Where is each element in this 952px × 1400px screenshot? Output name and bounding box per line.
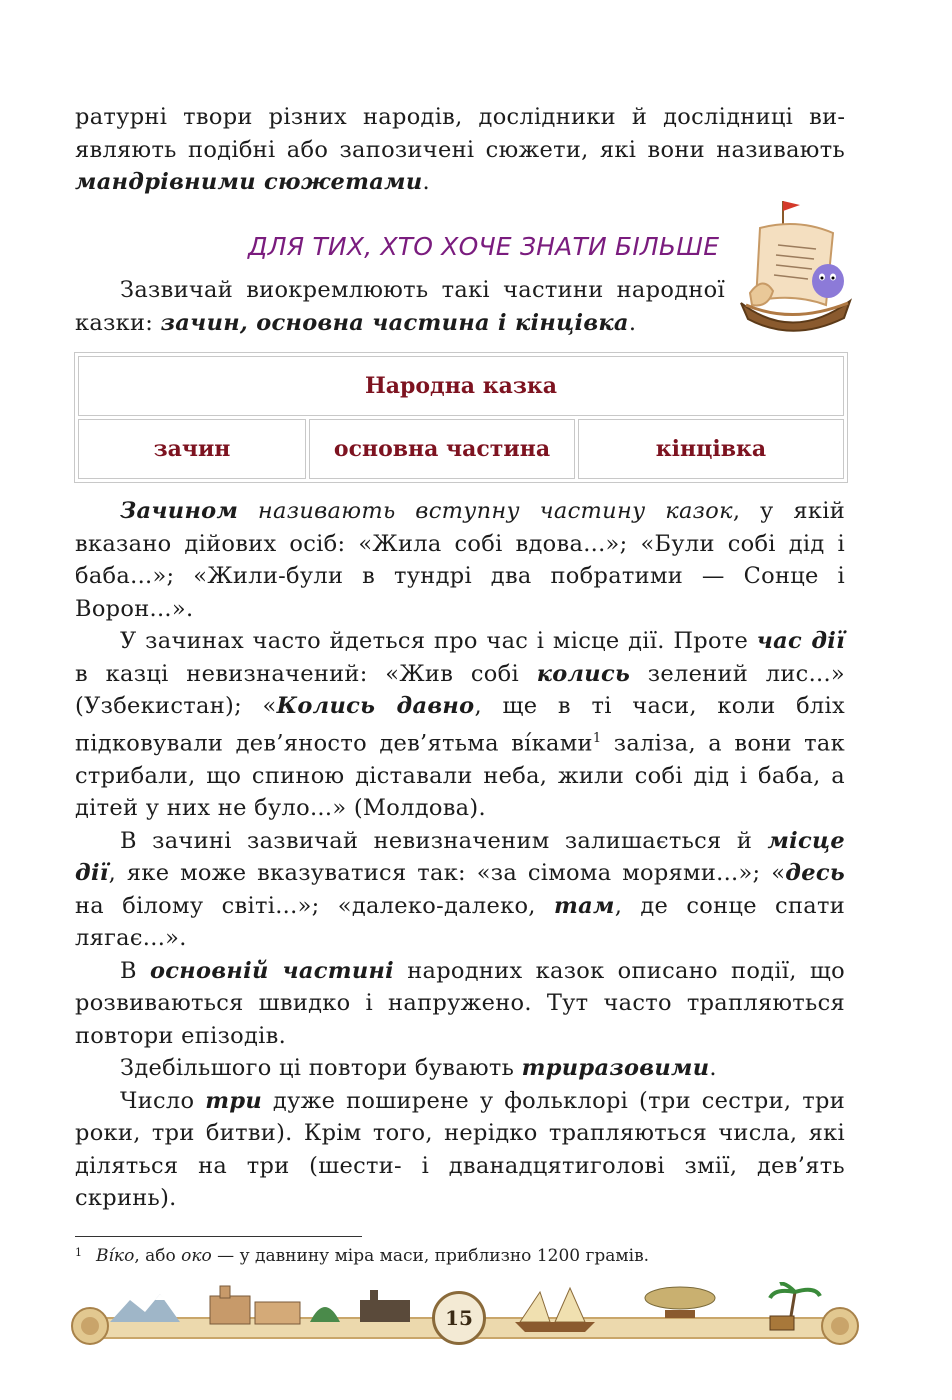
body-paragraph xyxy=(75,495,845,625)
text-run: десь xyxy=(785,860,845,886)
text-run: 1 xyxy=(592,730,602,746)
body-text xyxy=(75,495,845,1215)
text-run: Зачином xyxy=(120,498,239,524)
footnote-term: Ві́ко xyxy=(96,1246,135,1266)
text-run: називають вступну частину казок xyxy=(238,498,733,524)
text-run: В зачині зазвичай невизначеним залишається й xyxy=(120,827,768,854)
table-cell-ending: кінцівка xyxy=(578,419,844,479)
table-cell-main-part: основна частина xyxy=(309,419,575,479)
text-run: там xyxy=(554,892,615,919)
para-parts xyxy=(75,274,725,339)
text-run: Число xyxy=(120,1087,206,1114)
section-heading: ДЛЯ ТИХ, ХТО ХОЧЕ ЗНАТИ БІЛЬШЕ xyxy=(248,232,720,261)
text-run: У зачинах часто йдеться про час і місце дії. Проте xyxy=(120,628,757,654)
footnote-mid: , або xyxy=(134,1246,182,1266)
text-run: час дії xyxy=(756,628,845,654)
text-run: . xyxy=(709,1055,717,1081)
text-run: зачин, основна частина і кінцівка xyxy=(160,309,629,336)
text-run: Зазвичай виокремлюють такі частини народної казки: xyxy=(75,277,725,336)
text-run: три xyxy=(205,1087,263,1114)
text-run: , де сонце спати лягає...». xyxy=(75,892,846,951)
text-run: народних казок описано події, що розвиваються швидко і напружено. Тут часто трапляються повтори епізодів. xyxy=(75,957,845,1049)
text-run: триразовими xyxy=(521,1055,710,1081)
text-run: Здебільшого ці повтори бувають xyxy=(120,1055,522,1081)
text-run: . xyxy=(628,309,637,336)
body-paragraph xyxy=(75,625,845,825)
body-paragraph xyxy=(75,1085,845,1215)
body-paragraph xyxy=(75,955,845,1053)
footnote-divider xyxy=(75,1236,362,1237)
text-run: на білому світі...»; «далеко-далеко, xyxy=(75,892,554,919)
text-run: В xyxy=(120,957,150,984)
footnote xyxy=(75,1246,649,1266)
intro-paragraph xyxy=(75,101,845,199)
para-top xyxy=(75,101,845,199)
body-paragraph xyxy=(75,825,845,955)
body-paragraph xyxy=(75,1052,845,1085)
scroll-boat-illustration xyxy=(738,193,853,343)
text-run: зелений лис...» (Узбекистан); « xyxy=(75,660,845,719)
page-number: 15 xyxy=(432,1291,486,1345)
folk-tale-table xyxy=(74,352,848,483)
text-run: , ще в ті часи, коли бліх підковували дев’яносто дев’ятьма ві́ками xyxy=(75,693,846,756)
text-run: . xyxy=(422,169,430,195)
text-run: заліза, а вони так стрибали, що спиною діставали неба, жили собі дід і баба, а дітей у них не було...» (Молдова). xyxy=(75,730,845,821)
text-run: основній частині xyxy=(150,957,395,984)
table-header: Народна казка xyxy=(78,356,844,416)
text-run: мандрівними сюжетами xyxy=(75,169,423,195)
text-run: , у якій вказано дійових осіб: «Жила собі вдова...»; «Були собі дід і баба...»; «Жили-були в тундрі два побратими — Сонце і Ворон...». xyxy=(75,498,845,622)
footnote-mark: 1 xyxy=(75,1246,82,1259)
text-run: Колись давно xyxy=(276,693,475,719)
text-run: , яке може вказуватися так: «за сімома морями...»; « xyxy=(108,860,786,886)
table-cell-zachyn: зачин xyxy=(78,419,306,479)
text-run: місце дії xyxy=(75,827,845,886)
footnote-text: — у давнину міра маси, приблизно 1200 грамів. xyxy=(211,1246,650,1266)
text-run: колись xyxy=(536,660,631,687)
text-run: ратурні твори різних народів, дослідники й дослідниці виявляють подібні або запозичені сюжети, які вони називають xyxy=(75,104,845,163)
text-run: дуже поширене у фольклорі (три сестри, три роки, три битви). Крім того, нерідко трапляються числа, які діляться на три (шести- і дванадцятиголові змії, дев’ять скринь). xyxy=(75,1087,845,1211)
parts-paragraph xyxy=(75,274,725,339)
footnote-term2: око xyxy=(181,1246,212,1266)
text-run: в казці невизначений: «Жив собі xyxy=(75,660,537,687)
